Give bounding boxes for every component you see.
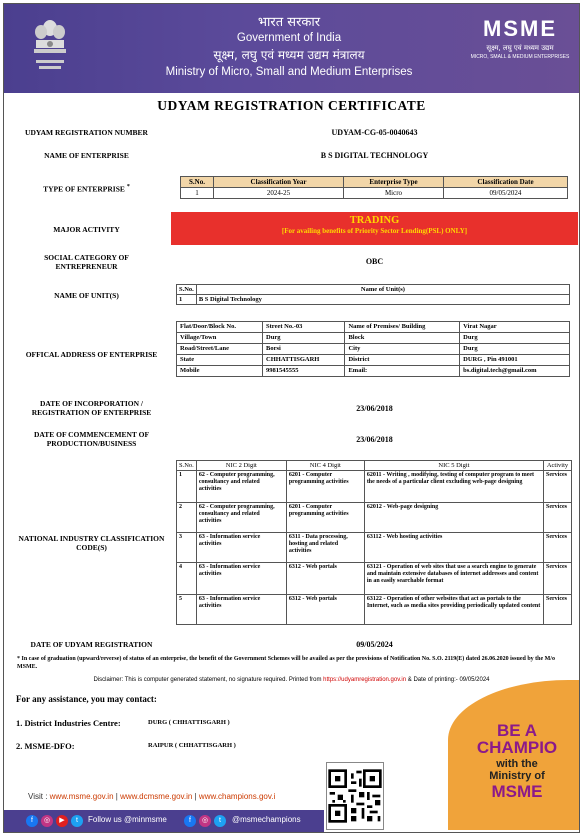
table-cell: Flat/Door/Block No. <box>177 322 263 333</box>
youtube-icon[interactable]: ▶ <box>56 815 68 827</box>
table-cell: City <box>345 344 460 355</box>
table-cell: Durg <box>460 333 570 344</box>
certificate-page <box>3 3 580 833</box>
twitter-icon-2[interactable]: t <box>214 815 226 827</box>
champions-link[interactable]: www.champions.gov.i <box>198 792 276 801</box>
table-cell: 3 <box>177 533 197 563</box>
dfo-label: 2. MSME-DFO: <box>16 741 75 751</box>
table-header-row <box>177 285 570 295</box>
champion-line3: with the <box>496 757 538 770</box>
table-cell: Block <box>345 333 460 344</box>
table-cell: bs.digital.tech@gmail.com <box>460 366 570 377</box>
separator: | <box>113 792 121 801</box>
certificate-title: UDYAM REGISTRATION CERTIFICATE <box>157 98 426 113</box>
enterprise-type-table <box>180 176 568 199</box>
table-cell: Virat Nagar <box>460 322 570 333</box>
commencement-date-label: DATE OF COMMENCEMENT OF PRODUCTION/BUSINESS <box>33 430 150 449</box>
header-banner <box>4 4 579 93</box>
table-header: NIC 5 Digit <box>364 461 543 471</box>
champion-line5: MSME <box>491 781 543 801</box>
enterprise-name-label: NAME OF ENTERPRISE <box>44 151 129 160</box>
table-row <box>177 595 572 625</box>
table-header: S.No. <box>177 285 197 295</box>
nic-table <box>176 460 572 625</box>
separator: | <box>192 792 199 801</box>
major-activity: TRADING <box>349 215 400 226</box>
table-cell: State <box>177 355 263 366</box>
enterprise-name: B S DIGITAL TECHNOLOGY <box>320 151 429 160</box>
table-header: Classification Year <box>214 177 344 188</box>
table-cell: Services <box>544 595 572 625</box>
social-category: OBC <box>365 257 384 266</box>
table-cell: 6312 - Web portals <box>286 595 364 625</box>
table-cell: Services <box>544 533 572 563</box>
disclaimer-date: & Date of printing:- 09/05/2024 <box>406 677 490 683</box>
table-cell: Village/Town <box>177 333 263 344</box>
table-cell: Road/Street/Lane <box>177 344 263 355</box>
table-row <box>181 188 568 199</box>
table-cell: 2024-25 <box>214 188 344 199</box>
dcmsme-link[interactable]: www.dcmsme.gov.in <box>120 792 193 801</box>
table-row <box>177 366 570 377</box>
table-cell: 63 - Information service activities <box>196 563 286 595</box>
table-cell: B S Digital Technology <box>196 295 569 305</box>
table-cell: Durg <box>460 344 570 355</box>
msme-logo <box>470 16 570 60</box>
table-row <box>177 355 570 366</box>
visit-label: Visit : <box>28 792 48 801</box>
table-row <box>177 333 570 344</box>
footer-social-bar <box>4 810 324 832</box>
major-activity-label: MAJOR ACTIVITY <box>53 225 120 234</box>
enterprise-type-star: * <box>126 183 130 190</box>
incorporation-date: 23/06/2018 <box>356 404 393 413</box>
champion-line1: BE A <box>497 721 537 740</box>
instagram-icon[interactable]: ◎ <box>41 815 53 827</box>
nic-label: NATIONAL INDUSTRY CLASSIFICATION CODE(S) <box>18 534 165 553</box>
table-header: NIC 2 Digit <box>196 461 286 471</box>
qr-code <box>326 762 384 830</box>
table-cell: 62 - Computer programming, consultancy and related activities <box>196 471 286 503</box>
header-country: Government of India <box>236 32 342 44</box>
table-cell: District <box>345 355 460 366</box>
follow-minmsme: Follow us @minmsme <box>88 815 167 824</box>
udyam-date: 09/05/2024 <box>356 640 393 649</box>
table-header: S.No. <box>181 177 214 188</box>
table-header: Activity <box>544 461 572 471</box>
table-row <box>177 503 572 533</box>
table-cell: 63 - Information service activities <box>196 533 286 563</box>
table-cell: 62011 - Writing , modifying, testing of computer program to meet the needs of a particular client excluding web-page designing <box>364 471 543 503</box>
table-row <box>177 471 572 503</box>
table-cell: 4 <box>177 563 197 595</box>
enterprise-type-label <box>14 183 159 194</box>
table-cell: 6201 - Computer programming activities <box>286 471 364 503</box>
assistance-heading: For any assistance, you may contact: <box>16 694 157 704</box>
table-row <box>177 322 570 333</box>
table-header: Name of Unit(s) <box>196 285 569 295</box>
table-cell: 5 <box>177 595 197 625</box>
table-cell: 1 <box>177 295 197 305</box>
table-cell: 9981545555 <box>263 366 345 377</box>
table-row <box>177 295 570 305</box>
msme-link[interactable]: www.msme.gov.in <box>49 792 114 801</box>
follow-msmechampions: @msmechampions <box>232 815 301 824</box>
table-cell: Name of Premises/ Building <box>345 322 460 333</box>
address-table <box>176 321 570 377</box>
table-cell: 09/05/2024 <box>444 188 568 199</box>
header-ministry: Ministry of Micro, Small and Medium Enterprises <box>165 66 413 78</box>
instagram-icon-2[interactable]: ◎ <box>199 815 211 827</box>
incorporation-date-label: DATE OF INCORPORATION / REGISTRATION OF ENTERPRISE <box>31 399 152 418</box>
table-cell: 2 <box>177 503 197 533</box>
champion-line2: CHAMPIO <box>476 738 558 757</box>
table-cell: Services <box>544 503 572 533</box>
facebook-icon-2[interactable]: f <box>184 815 196 827</box>
table-row <box>177 563 572 595</box>
table-cell: Durg <box>263 333 345 344</box>
table-header: S.No. <box>177 461 197 471</box>
address-label: OFFICAL ADDRESS OF ENTERPRISE <box>25 350 158 359</box>
twitter-icon[interactable]: t <box>71 815 83 827</box>
table-cell: 62 - Computer programming, consultancy and related activities <box>196 503 286 533</box>
table-row <box>177 533 572 563</box>
table-header: NIC 4 Digit <box>286 461 364 471</box>
table-cell: 6201 - Computer programming activities <box>286 503 364 533</box>
table-cell: 1 <box>177 471 197 503</box>
logo-word: MSME <box>483 16 557 41</box>
registration-number-label: UDYAM REGISTRATION NUMBER <box>25 128 148 137</box>
enterprise-type-label-text: TYPE OF ENTERPRISE <box>43 184 125 194</box>
dfo-value: RAIPUR ( CHHATTISGARH ) <box>148 742 236 749</box>
table-cell: Email: <box>345 366 460 377</box>
national-emblem-icon <box>30 16 70 78</box>
table-cell: Services <box>544 563 572 595</box>
registration-number: UDYAM-CG-05-0040643 <box>331 128 418 137</box>
commencement-date: 23/06/2018 <box>356 435 393 444</box>
social-category-label: SOCIAL CATEGORY OF ENTREPRENEUR <box>44 253 129 272</box>
table-header-row <box>181 177 568 188</box>
champion-line4: Ministry of <box>489 769 545 782</box>
table-cell: 6311 - Data processing, hosting and related activities <box>286 533 364 563</box>
champion-text <box>462 722 572 802</box>
table-cell: 1 <box>181 188 214 199</box>
qr-code-icon <box>327 768 383 824</box>
disclaimer-text: Disclaimer: This is computer generated statement, no signature required. Printed from <box>93 677 324 683</box>
table-cell: 62012 - Web-page designing <box>364 503 543 533</box>
table-cell: Borsi <box>263 344 345 355</box>
dic-label: 1. District Industries Centre: <box>16 718 121 728</box>
table-cell: Mobile <box>177 366 263 377</box>
major-activity-note: [For availing benefits of Priority Sector Lending(PSL) ONLY] <box>281 227 468 235</box>
table-cell: 63112 - Web hosting activities <box>364 533 543 563</box>
units-table <box>176 284 570 305</box>
logo-hindi: सूक्ष्म, लघु एवं मध्यम उद्यम <box>486 44 554 52</box>
disclaimer <box>4 677 579 683</box>
header-hindi-country: भारत सरकार <box>257 15 321 30</box>
table-cell: 63121 - Operation of web sites that use a search engine to generate and maintain extensive databases of internet addresses and content in an easily searchable format <box>364 563 543 595</box>
table-header-row <box>177 461 572 471</box>
header-hindi-ministry: सूक्ष्म, लघु एवं मध्यम उद्यम मंत्रालय <box>213 48 365 62</box>
table-cell: Micro <box>344 188 444 199</box>
udyam-date-label: DATE OF UDYAM REGISTRATION <box>30 640 153 649</box>
udyam-link[interactable]: https://udyamregistration.gov.in <box>323 677 407 683</box>
table-cell: 63122 - Operation of other websites that act as portals to the Internet, such as media sites providing periodically updated content <box>364 595 543 625</box>
table-header: Classification Date <box>444 177 568 188</box>
table-cell: DURG , Pin 491001 <box>460 355 570 366</box>
footer-visit <box>28 792 275 801</box>
table-cell: 63 - Information service activities <box>196 595 286 625</box>
table-cell: Street No.-03 <box>263 322 345 333</box>
facebook-icon[interactable]: f <box>26 815 38 827</box>
table-cell: Services <box>544 471 572 503</box>
table-row <box>177 344 570 355</box>
units-label: NAME OF UNIT(S) <box>54 291 119 300</box>
graduation-note: * In case of graduation (upward/reverse) of status of an enterprise, the benefit of the Government Schemes will be availed as per the provisions of Notification No. S.O. 2119(E) dated 26.06.2020 issued by the M/o MSME. <box>17 656 555 670</box>
major-activity-box <box>171 212 578 245</box>
table-cell: 6312 - Web portals <box>286 563 364 595</box>
table-cell: CHHATTISGARH <box>263 355 345 366</box>
logo-english: MICRO, SMALL & MEDIUM ENTERPRISES <box>470 54 570 60</box>
table-header: Enterprise Type <box>344 177 444 188</box>
dic-value: DURG ( CHHATTISGARH ) <box>148 719 230 726</box>
